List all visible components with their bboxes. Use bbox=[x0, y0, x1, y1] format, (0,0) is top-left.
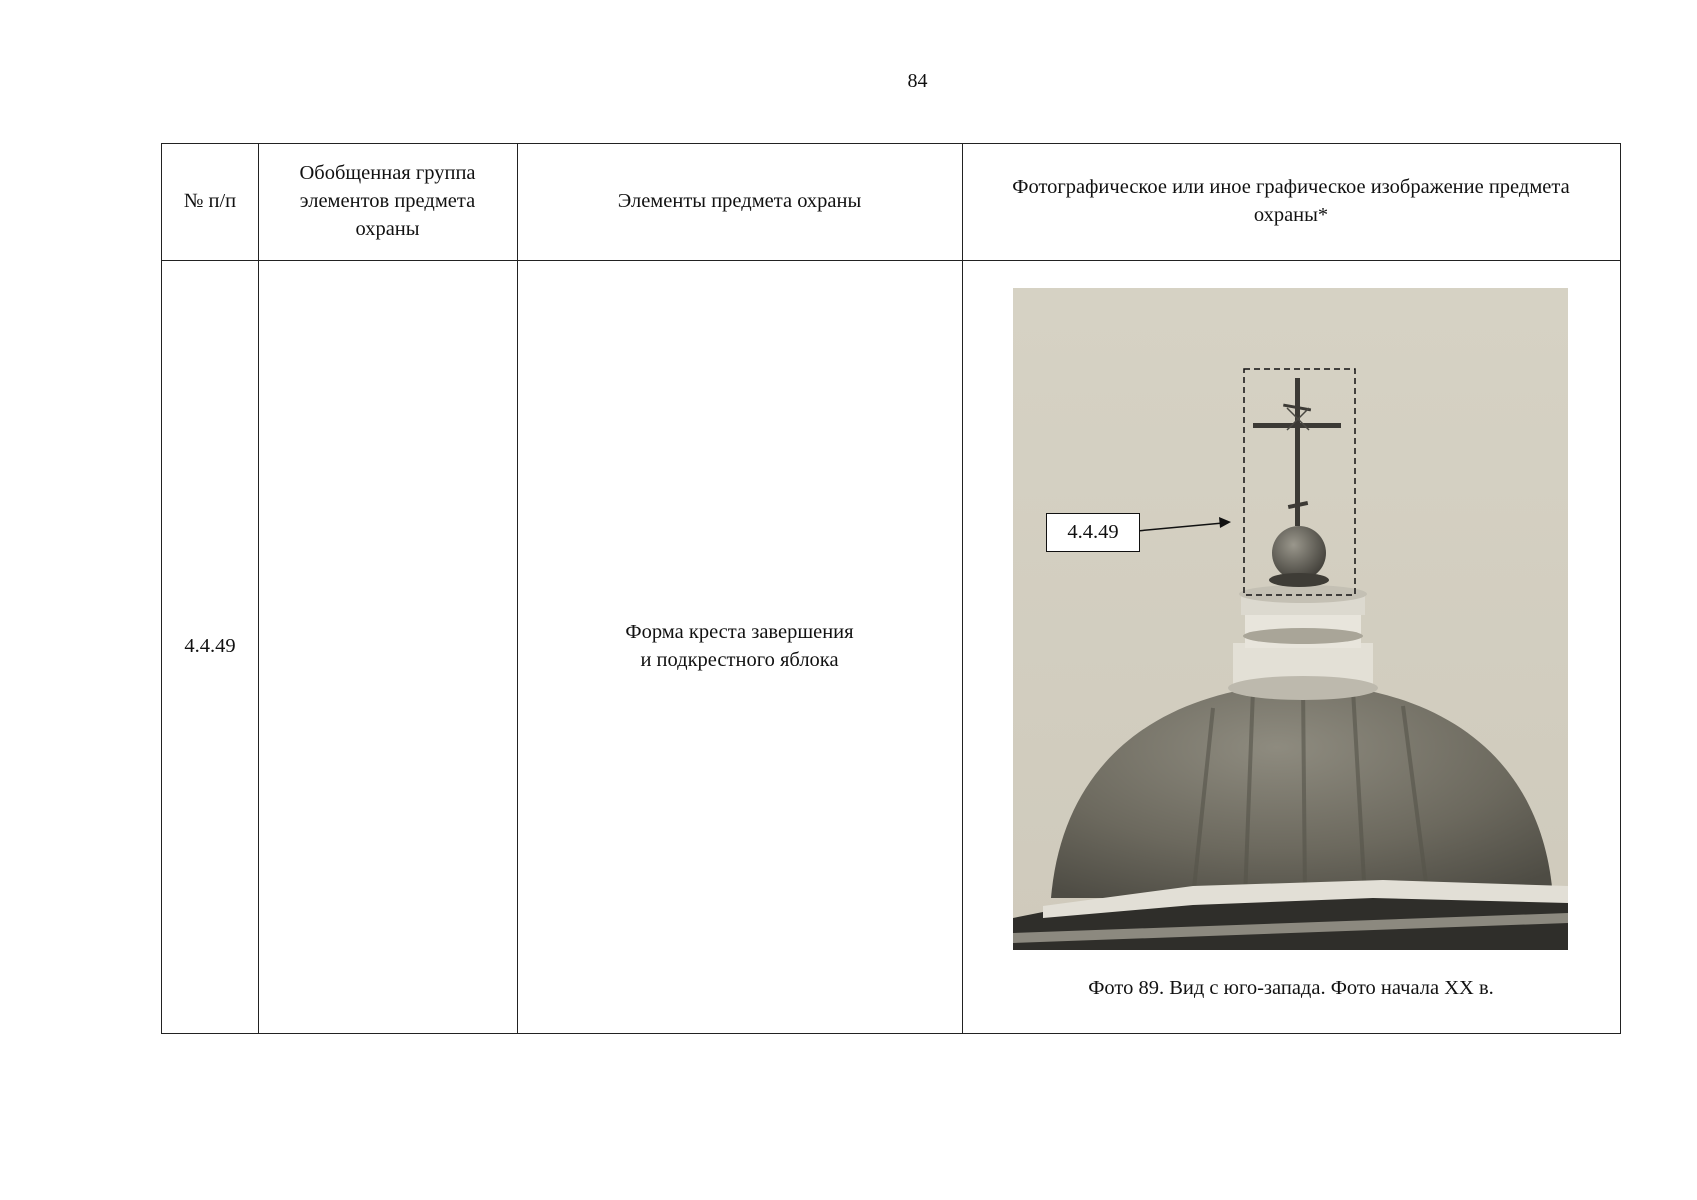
historic-photo bbox=[1013, 288, 1568, 950]
header-image: Фотографическое или иное графическое изображение предмета охраны* bbox=[1012, 176, 1570, 226]
row-group bbox=[258, 260, 517, 1033]
photo-label: 4.4.49 bbox=[1046, 513, 1140, 552]
column-divider bbox=[962, 144, 963, 1033]
element-text-line: и подкрестного яблока bbox=[640, 648, 839, 671]
row-number: 4.4.49 bbox=[184, 634, 236, 657]
row-element bbox=[517, 260, 962, 1033]
photo-caption: Фото 89. Вид с юго-запада. Фото начала XX в. bbox=[1088, 977, 1494, 999]
page-number: 84 bbox=[907, 70, 928, 92]
header-number: № п/п bbox=[183, 190, 237, 213]
protection-table bbox=[161, 143, 1621, 1034]
dome-photo-image bbox=[1013, 288, 1568, 950]
header-elements: Элементы предмета охраны bbox=[617, 190, 862, 213]
element-text-line: Форма креста завершения bbox=[625, 620, 854, 643]
header-group: Обобщенная группа элементов предмета охраны bbox=[299, 162, 476, 240]
